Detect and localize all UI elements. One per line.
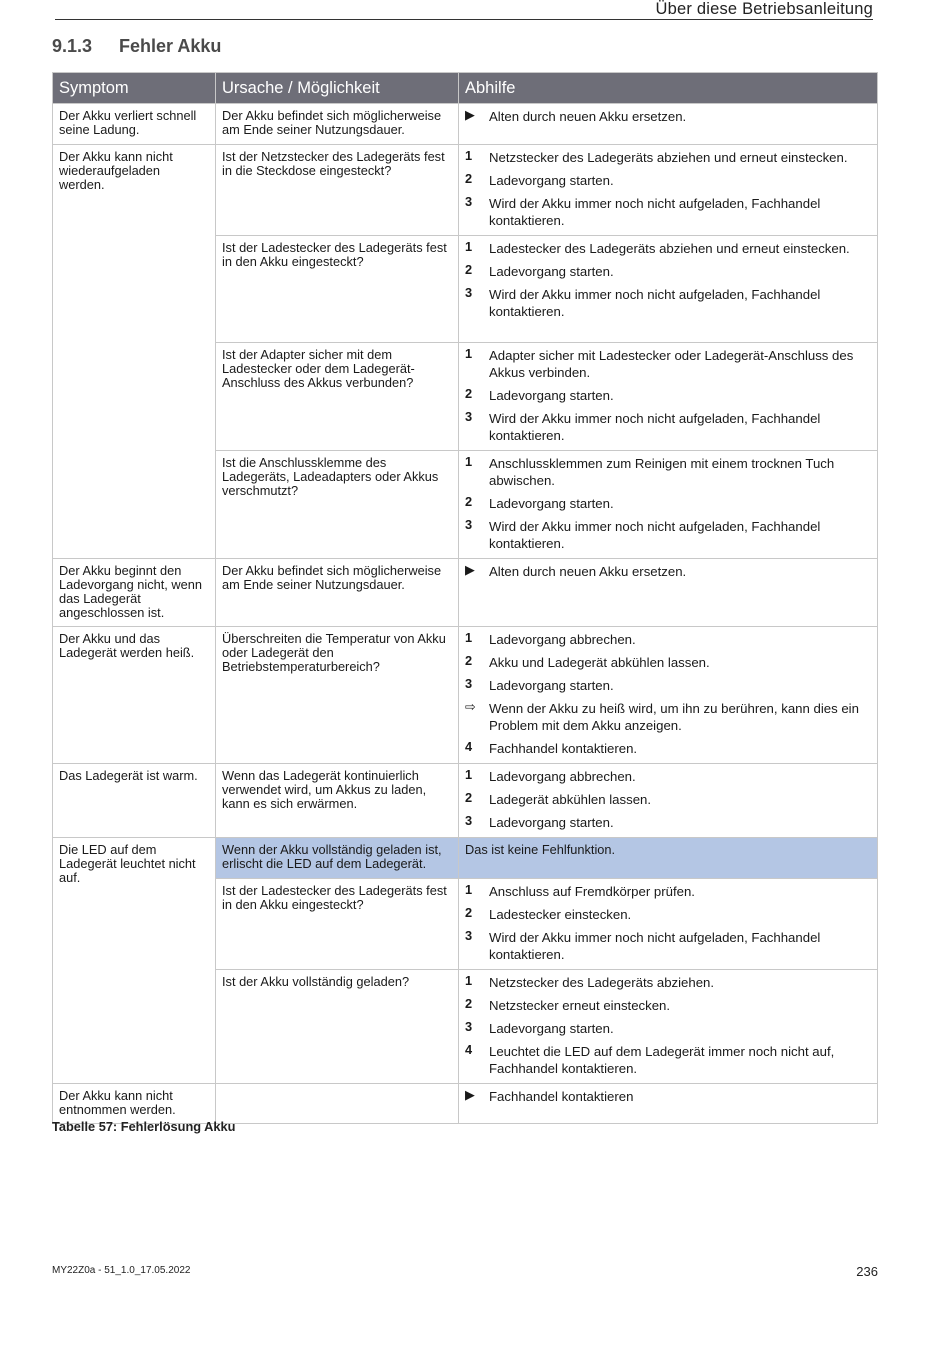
running-header: Über diese Betriebsanleitung [655,0,873,18]
table-caption: Tabelle 57: Fehlerlösung Akku [52,1119,236,1134]
step-number: 3 [465,813,473,828]
remedy-cell [459,764,878,838]
remedy-steps [465,240,871,320]
remedy-step-text: Netzstecker des Ladegeräts abziehen. [489,975,715,990]
remedy-step [465,1043,871,1077]
remedy-step [465,791,871,808]
fault-table [52,72,878,1124]
step-number: 3 [465,676,473,691]
step-number: 3 [465,409,473,424]
step-number: 2 [465,386,473,401]
symptom-cell: Der Akku kann nicht wiederaufgeladen werden. [53,145,216,559]
remedy-step [465,495,871,512]
cause-cell-highlighted: Wenn der Akku vollständig geladen ist, erlischt die LED auf dem Ladegerät. [216,838,459,879]
remedy-step-text: Ladevorgang starten. [489,264,614,279]
page-number: 236 [856,1264,878,1279]
remedy-steps [465,1088,871,1105]
remedy-cell [459,451,878,559]
cause-cell: Ist der Ladestecker des Ladegeräts fest in den Akku eingesteckt? [216,879,459,970]
step-number: 1 [465,239,473,254]
step-number: 3 [465,285,473,300]
remedy-step [465,518,871,552]
remedy-step [465,455,871,489]
symptom-cell: Der Akku kann nicht entnommen werden. [53,1084,216,1124]
cause-cell: Überschreiten die Temperatur von Akku oder Ladegerät den Betriebstemperaturbereich? [216,627,459,764]
remedy-cell [459,970,878,1084]
remedy-steps [465,108,871,125]
remedy-cell [459,343,878,451]
remedy-step-text: Ladevorgang starten. [489,1021,614,1036]
remedy-step-text: Ladegerät abkühlen lassen. [489,792,652,807]
remedy-cell [459,559,878,627]
action-arrow-icon: ▶ [465,562,475,577]
cause-cell: Ist der Ladestecker des Ladegeräts fest in den Akku eingesteckt? [216,236,459,343]
step-number: 1 [465,346,473,361]
remedy-step-text: Wird der Akku immer noch nicht aufgeladen, Fachhandel kontaktieren. [489,287,821,319]
remedy-step [465,410,871,444]
remedy-cell-highlighted: Das ist keine Fehlfunktion. [459,838,878,879]
remedy-step [465,997,871,1014]
remedy-step [465,263,871,280]
step-number: 3 [465,1019,473,1034]
step-number: 4 [465,739,473,754]
step-number: 1 [465,148,473,163]
remedy-step-text: Ladevorgang starten. [489,496,614,511]
step-number: 3 [465,517,473,532]
remedy-step-text: Wird der Akku immer noch nicht aufgeladen, Fachhandel kontaktieren. [489,196,821,228]
remedy-step-text: Fachhandel kontaktieren [489,1089,634,1104]
remedy-step-text: Ladestecker einstecken. [489,907,632,922]
cause-cell-empty [216,1084,459,1124]
step-number: 3 [465,928,473,943]
remedy-step [465,929,871,963]
remedy-step [465,768,871,785]
table-row [53,145,878,236]
step-number: 2 [465,996,473,1011]
remedy-step-text: Netzstecker des Ladegeräts abziehen und erneut einstecken. [489,150,848,165]
remedy-step [465,814,871,831]
step-number: 2 [465,171,473,186]
step-number: 1 [465,767,473,782]
remedy-cell [459,145,878,236]
remedy-step [465,347,871,381]
table-row [53,764,878,838]
step-number: 2 [465,262,473,277]
column-header-remedy: Abhilfe [459,73,878,104]
cause-cell: Der Akku befindet sich möglicherweise am Ende seiner Nutzungsdauer. [216,104,459,145]
remedy-step-text: Wird der Akku immer noch nicht aufgeladen, Fachhandel kontaktieren. [489,930,821,962]
remedy-steps [465,563,871,580]
step-number: 1 [465,882,473,897]
remedy-steps [465,455,871,552]
action-arrow-icon: ▶ [465,107,475,122]
symptom-cell: Der Akku verliert schnell seine Ladung. [53,104,216,145]
remedy-steps [465,631,871,757]
symptom-cell: Die LED auf dem Ladegerät leuchtet nicht auf. [53,838,216,1084]
remedy-step [465,563,871,580]
remedy-step-text: Ladevorgang starten. [489,388,614,403]
remedy-steps [465,974,871,1077]
remedy-step [465,974,871,991]
remedy-step-text: Wenn der Akku zu heiß wird, um ihn zu berühren, kann dies ein Problem mit dem Akku anzeigen. [489,701,859,733]
remedy-steps [465,149,871,229]
remedy-step-text: Alten durch neuen Akku ersetzen. [489,109,687,124]
remedy-step [465,387,871,404]
remedy-step [465,240,871,257]
table-row [53,559,878,627]
step-number: 1 [465,454,473,469]
remedy-step [465,195,871,229]
remedy-step-text: Alten durch neuen Akku ersetzen. [489,564,687,579]
remedy-step [465,906,871,923]
remedy-step [465,1088,871,1105]
remedy-step [465,108,871,125]
step-number: 2 [465,494,473,509]
remedy-step-text: Ladevorgang abbrechen. [489,769,636,784]
remedy-step [465,740,871,757]
remedy-step-text: Ladevorgang abbrechen. [489,632,636,647]
remedy-step [465,700,871,734]
step-number: 3 [465,194,473,209]
table-header-row [53,73,878,104]
remedy-cell [459,1084,878,1124]
step-number: 2 [465,905,473,920]
remedy-cell [459,627,878,764]
table-row [53,838,878,879]
remedy-cell [459,236,878,343]
column-header-cause: Ursache / Möglichkeit [216,73,459,104]
remedy-step-text: Leuchtet die LED auf dem Ladegerät immer noch nicht auf, Fachhandel kontaktieren. [489,1044,835,1076]
step-number: 1 [465,973,473,988]
remedy-step-text: Akku und Ladegerät abkühlen lassen. [489,655,710,670]
table-row [53,1084,878,1124]
step-number: 2 [465,790,473,805]
header-rule [55,19,873,20]
remedy-step-text: Ladestecker des Ladegeräts abziehen und erneut einstecken. [489,241,850,256]
remedy-step-text: Adapter sicher mit Ladestecker oder Ladegerät-Anschluss des Akkus verbinden. [489,348,854,380]
remedy-step [465,883,871,900]
remedy-step [465,286,871,320]
remedy-steps [465,883,871,963]
document-id: MY22Z0a - 51_1.0_17.05.2022 [52,1265,191,1276]
symptom-cell: Der Akku beginnt den Ladevorgang nicht, wenn das Ladegerät angeschlossen ist. [53,559,216,627]
remedy-step-text: Wird der Akku immer noch nicht aufgeladen, Fachhandel kontaktieren. [489,411,821,443]
remedy-step-text: Ladevorgang starten. [489,815,614,830]
cause-cell: Ist die Anschlussklemme des Ladegeräts, Ladeadapters oder Akkus verschmutzt? [216,451,459,559]
table-row [53,104,878,145]
remedy-step [465,631,871,648]
remedy-step-text: Netzstecker erneut einstecken. [489,998,671,1013]
table-row [53,627,878,764]
step-number: 1 [465,630,473,645]
column-header-symptom: Symptom [53,73,216,104]
remedy-step-text: Anschlussklemmen zum Reinigen mit einem trocknen Tuch abwischen. [489,456,835,488]
remedy-step-text: Wird der Akku immer noch nicht aufgeladen, Fachhandel kontaktieren. [489,519,821,551]
step-number: 4 [465,1042,473,1057]
remedy-step-text: Anschluss auf Fremdkörper prüfen. [489,884,695,899]
cause-cell: Ist der Netzstecker des Ladegeräts fest in die Steckdose eingesteckt? [216,145,459,236]
step-number: 2 [465,653,473,668]
remedy-step [465,172,871,189]
section-heading [52,36,221,57]
symptom-cell: Das Ladegerät ist warm. [53,764,216,838]
remedy-step-text: Ladevorgang starten. [489,678,614,693]
remedy-step [465,149,871,166]
section-title: Fehler Akku [119,36,222,56]
section-number: 9.1.3 [52,36,93,56]
remedy-cell [459,879,878,970]
symptom-cell: Der Akku und das Ladegerät werden heiß. [53,627,216,764]
remedy-steps [465,347,871,444]
action-arrow-icon: ▶ [465,1087,475,1102]
cause-cell: Ist der Akku vollständig geladen? [216,970,459,1084]
remedy-steps [465,768,871,831]
remedy-step [465,677,871,694]
result-arrow-icon: ⇨ [465,699,476,714]
remedy-step [465,654,871,671]
remedy-step-text: Fachhandel kontaktieren. [489,741,638,756]
cause-cell: Wenn das Ladegerät kontinuierlich verwendet wird, um Akkus zu laden, kann es sich erwärmen. [216,764,459,838]
remedy-cell [459,104,878,145]
remedy-step-text: Ladevorgang starten. [489,173,614,188]
remedy-step [465,1020,871,1037]
cause-cell: Der Akku befindet sich möglicherweise am Ende seiner Nutzungsdauer. [216,559,459,627]
cause-cell: Ist der Adapter sicher mit dem Ladestecker oder dem Ladegerät-Anschluss des Akkus verbunden? [216,343,459,451]
